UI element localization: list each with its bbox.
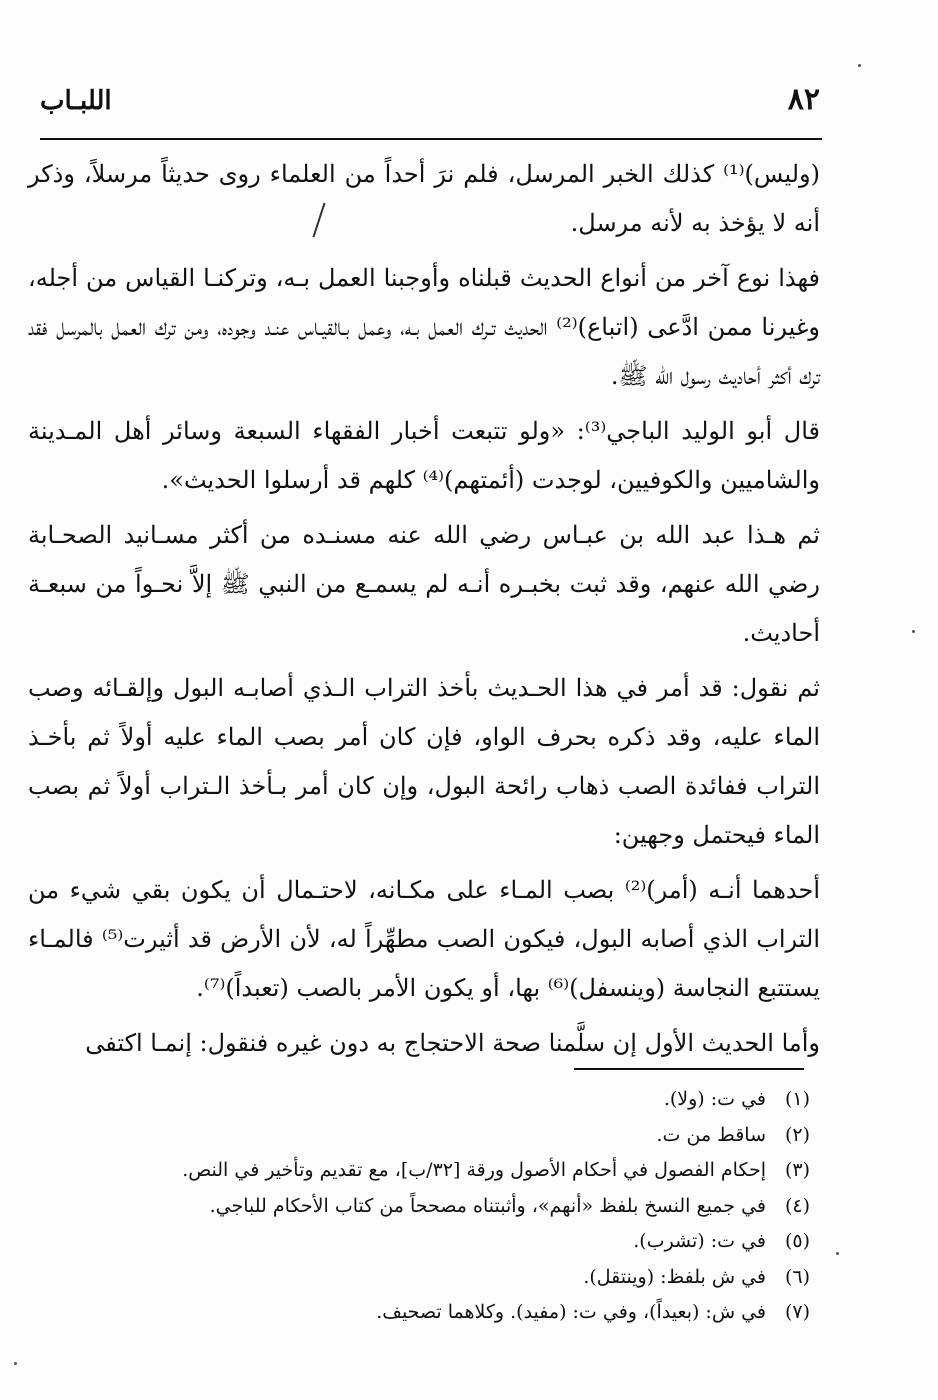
footnote-item — [300, 1260, 810, 1296]
footnote-number: (٧) — [784, 1301, 810, 1323]
paragraph: قال أبو الوليد الباجي⁽³⁾: «ولو تتبعت أخبار الفقهاء السبعة وسائر أهل المـدينة والشاميين والكوفيين، لوجدت (أئمتهم)⁽⁴⁾ كلهم قد أرسلوا الحديث». — [28, 417, 820, 494]
paragraph: أحدهما أنـه (أمر)⁽²⁾ بصب المـاء على مكـانه، لاحتـمال أن يكون بقي شيء من التراب الذي أصابه البول، فيكون الصب مطهِّراً له، لأن الأرض قد أثيرت⁽⁵⁾ فالمـاء يستتبع النجاسة (وينسفل)⁽⁶⁾ بها، أو يكون الأمر بالصب (تعبداً)⁽⁷⁾. — [28, 876, 820, 1002]
footnote-text: في ت: (ولا). — [663, 1088, 766, 1110]
footnote-item — [182, 1153, 810, 1189]
footnote-text: إحكام الفصول في أحكام الأصول ورقة [٣٢/ب]، مع تقديم وتأخير في النص. — [182, 1159, 766, 1181]
paragraph: فهذا نوع آخر من أنواع الحديث قبلناه وأوجبنا العمل بـه، وتركنـا القياس من أجله، وغيرنا ممن ادَّعى (اتباع)⁽²⁾ الحديث تـرك العمل بـه، وعمل بـالقيـاس عنـد وجوده، ومن ترك العمل بالمرسل فقد ترك أكثر أحاديث رسول الله ﷺ. — [28, 264, 821, 390]
paragraph: وأما الحديث الأول إن سلَّمنا صحة الاحتجاج به دون غيره فنقول: إنمـا اكتفى — [85, 1029, 820, 1057]
footnote-item — [300, 1082, 810, 1118]
footnote-text: في ش: (بعيداً)، وفي ت: (مفيد). وكلاهما تصحيف. — [376, 1301, 766, 1323]
footnote-text: في ت: (تشرب). — [633, 1230, 766, 1252]
footnotes — [182, 1082, 810, 1331]
scan-speck — [912, 630, 915, 633]
footnote-text: في ش بلفظ: (وينتقل). — [583, 1265, 766, 1288]
footnote-separator — [574, 1068, 804, 1070]
footnote-number: (٢) — [784, 1123, 810, 1146]
footnote-number: (٥) — [784, 1230, 810, 1252]
main-text — [28, 150, 820, 1074]
footnote-item — [300, 1118, 810, 1154]
footnote-item — [209, 1189, 810, 1225]
footnote-number: (٦) — [784, 1265, 810, 1288]
footnote-item — [300, 1295, 810, 1331]
footnote-number: (٣) — [784, 1159, 810, 1181]
footnote-text: في جميع النسخ بلفظ «أنهم»، وأثبتناه مصححاً من كتاب الأحكام للباجي. — [209, 1194, 766, 1217]
paragraph: ثم هـذا عبد الله بن عبـاس رضي الله عنه مسنـده من أكثر مسـانيد الصحـابة رضي الله عنهم، وقد ثبت بخبـره أنـه لم يسمـع من النبي ﷺ إلاَّ نحـواً من سبعـة أحاديث. — [28, 521, 820, 647]
page-number: ٨٢ — [787, 82, 820, 117]
header-rule — [40, 138, 822, 140]
footnote-text: ساقط من ت. — [656, 1123, 766, 1146]
paragraph: ثم نقول: قد أمر في هذا الحـديث بأخذ التراب الـذي أصابـه البول وإلقـائه وصب الماء عليه، وقد ذكره بحرف الواو، فإن كان أمر بصب الماء عليه أولاً ثم بأخـذ التراب ففائدة الصب ذهاب رائحة البول، وإن كان أمر بـأخذ الـتراب أولاً ثم بصب الماء فيحتمل وجهين: — [28, 674, 820, 849]
footnote-number: (٤) — [784, 1194, 810, 1217]
scan-speck — [858, 64, 861, 67]
running-title: اللبـاب — [40, 86, 112, 116]
scan-speck — [14, 1362, 17, 1365]
paragraph: (وليس)⁽¹⁾ كذلك الخبر المرسل، فلم نرَ أحداً من العلماء روى حديثاً مرسلاً، وذكر أنه لا يؤخذ به لأنه مرسل. — [28, 160, 820, 237]
footnote-item — [300, 1224, 810, 1260]
scan-speck — [836, 1252, 839, 1255]
footnote-number: (١) — [784, 1088, 810, 1110]
page-header — [40, 82, 820, 130]
